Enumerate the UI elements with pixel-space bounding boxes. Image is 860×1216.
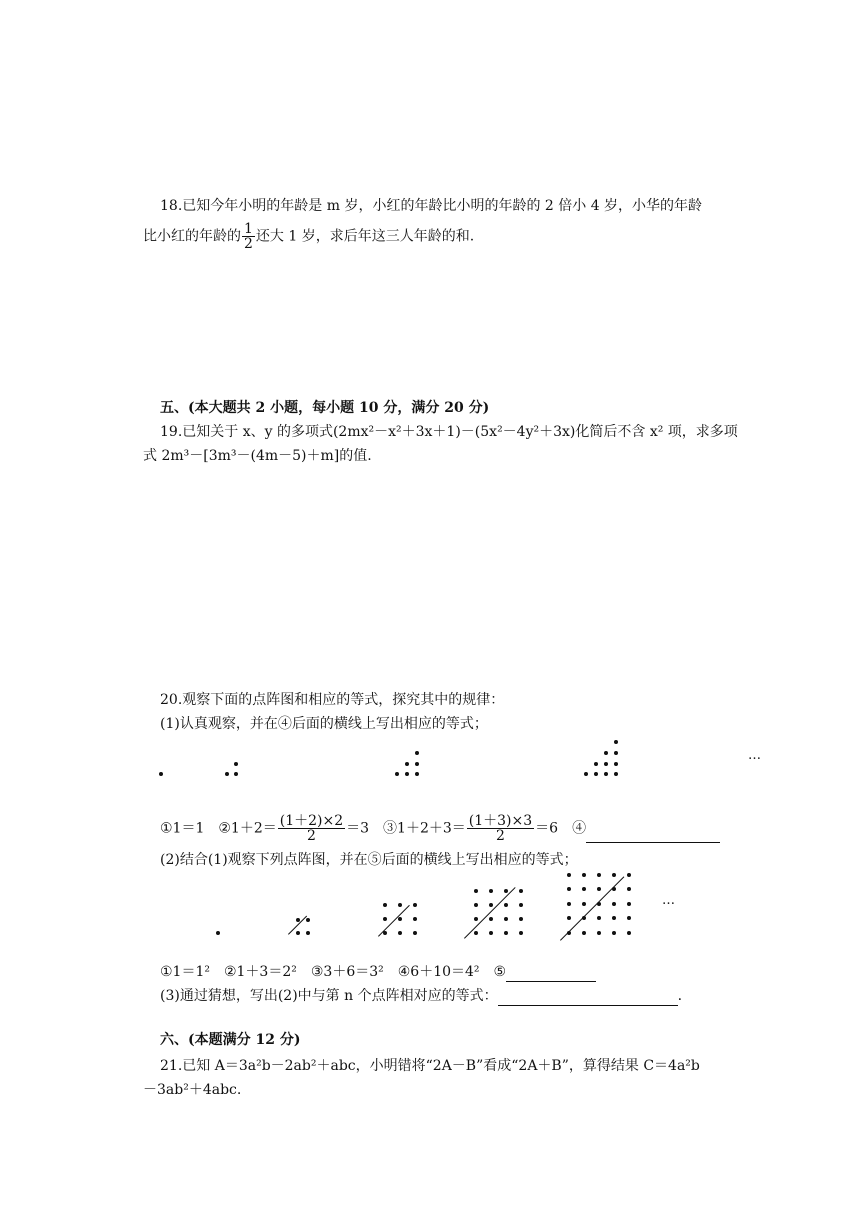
dot xyxy=(627,931,631,935)
dot xyxy=(234,762,238,766)
answer-blank-n[interactable] xyxy=(498,989,678,1006)
q18-line1: 18.已知今年小明的年龄是 m 岁，小红的年龄比小明的年龄的 2 倍小 4 岁，小华的年龄 xyxy=(160,198,703,214)
dot xyxy=(627,873,631,877)
q20-eq2-text: ①1＝1² ②1＋3＝2² ③3＋6＝3² ④6＋10＝4² ⑤ xyxy=(160,964,507,980)
dot xyxy=(489,917,493,921)
dot xyxy=(474,917,478,921)
dot xyxy=(567,916,571,920)
q18-line2-pre: 比小红的年龄的 xyxy=(143,228,241,245)
q20-eq1 xyxy=(160,814,720,843)
dot xyxy=(597,887,601,891)
dot xyxy=(582,931,586,935)
dot xyxy=(597,931,601,935)
dot xyxy=(582,887,586,891)
ellipsis: … xyxy=(748,748,761,763)
q20-eq1-b: ＝3 ③1＋2＋3＝ xyxy=(346,820,466,837)
dot xyxy=(504,917,508,921)
q20-intro: 20.观察下面的点阵图和相应的等式，探究其中的规律： xyxy=(160,692,505,708)
dot xyxy=(398,903,402,907)
dot xyxy=(582,873,586,877)
dot xyxy=(604,762,608,766)
dot xyxy=(582,902,586,906)
q20-eq1-frac1-num: (1＋2)×2 xyxy=(279,813,344,829)
dot xyxy=(504,889,508,893)
q18-line2-post: 还大 1 岁，求后年这三人年龄的和. xyxy=(255,228,475,245)
dot xyxy=(398,931,402,935)
q20-part3 xyxy=(160,986,682,1006)
dot xyxy=(612,931,616,935)
dot xyxy=(567,873,571,877)
dot xyxy=(306,918,310,922)
dot xyxy=(519,903,523,907)
q20-eq1-frac2-num: (1＋3)×3 xyxy=(468,813,533,829)
dot xyxy=(614,762,618,766)
dot xyxy=(519,889,523,893)
dot xyxy=(474,931,478,935)
dot xyxy=(504,931,508,935)
dot xyxy=(395,772,399,776)
q20-eq1-frac2 xyxy=(467,814,534,843)
dot xyxy=(627,916,631,920)
q20-eq1-c: ＝6 ④ xyxy=(535,820,587,837)
dot xyxy=(413,917,417,921)
q18-line2 xyxy=(143,222,474,251)
dot xyxy=(415,751,419,755)
dot xyxy=(567,902,571,906)
dot xyxy=(594,762,598,766)
q20-part3-end: . xyxy=(677,988,683,1004)
ellipsis: … xyxy=(662,893,675,908)
dot xyxy=(296,931,300,935)
q20-part1: (1)认真观察，并在④后面的横线上写出相应的等式； xyxy=(160,716,488,732)
dot xyxy=(383,917,387,921)
dot xyxy=(604,751,608,755)
dot xyxy=(405,762,409,766)
q18-fraction xyxy=(242,222,255,251)
dot xyxy=(612,873,616,877)
dot xyxy=(489,889,493,893)
dot xyxy=(614,751,618,755)
dot xyxy=(405,772,409,776)
dot xyxy=(306,931,310,935)
dot xyxy=(519,917,523,921)
q19-line2: 式 2m³－[3m³－(4m－5)＋m]的值. xyxy=(143,448,372,464)
dot xyxy=(383,903,387,907)
diagonal-line xyxy=(378,905,410,937)
dot xyxy=(415,772,419,776)
dot xyxy=(216,931,220,935)
dot xyxy=(234,772,238,776)
q21-line2: －3ab²＋4abc. xyxy=(143,1082,242,1098)
q19-line1: 19.已知关于 x、y 的多项式(2mx²－x²＋3x＋1)－(5x²－4y²＋3x)化简后不含 x² 项，求多项 xyxy=(160,424,738,440)
dot xyxy=(612,902,616,906)
answer-blank-5[interactable] xyxy=(506,965,596,982)
dot xyxy=(584,772,588,776)
dot xyxy=(489,931,493,935)
dot xyxy=(159,772,163,776)
q20-eq1-frac2-den: 2 xyxy=(496,828,505,844)
q20-eq1-a: ①1＝1 ②1＋2＝ xyxy=(160,820,277,837)
q20-eq1-frac1 xyxy=(278,814,345,843)
dot xyxy=(504,903,508,907)
dot xyxy=(627,887,631,891)
dot xyxy=(567,887,571,891)
q18-frac-den: 2 xyxy=(244,236,253,252)
dot xyxy=(413,903,417,907)
dot xyxy=(614,772,618,776)
answer-blank-4[interactable] xyxy=(586,826,720,843)
dot xyxy=(474,889,478,893)
dot xyxy=(489,903,493,907)
q20-part3-text: (3)通过猜想，写出(2)中与第 n 个点阵相对应的等式： xyxy=(160,988,498,1004)
section6-title: 六、(本题满分 12 分) xyxy=(160,1032,301,1048)
dot xyxy=(597,873,601,877)
dot xyxy=(519,931,523,935)
dot xyxy=(627,902,631,906)
dot xyxy=(398,917,402,921)
q20-eq2 xyxy=(160,962,596,982)
q20-part2: (2)结合(1)观察下列点阵图，并在⑤后面的横线上写出相应的等式； xyxy=(160,852,578,868)
q21-line1: 21.已知 A＝3a²b－2ab²＋abc，小明错将“2A－B”看成“2A＋B”，算得结果 C＝4a²b xyxy=(160,1058,700,1074)
dot xyxy=(413,931,417,935)
dot xyxy=(597,916,601,920)
dot xyxy=(614,740,618,744)
dot xyxy=(225,772,229,776)
dot xyxy=(612,916,616,920)
q18-frac-num: 1 xyxy=(244,221,253,237)
dot xyxy=(415,762,419,766)
dot xyxy=(474,903,478,907)
q20-eq1-frac1-den: 2 xyxy=(306,828,316,844)
section5-title: 五、(本大题共 2 小题，每小题 10 分，满分 20 分) xyxy=(160,400,490,416)
dot xyxy=(604,772,608,776)
dot xyxy=(594,772,598,776)
